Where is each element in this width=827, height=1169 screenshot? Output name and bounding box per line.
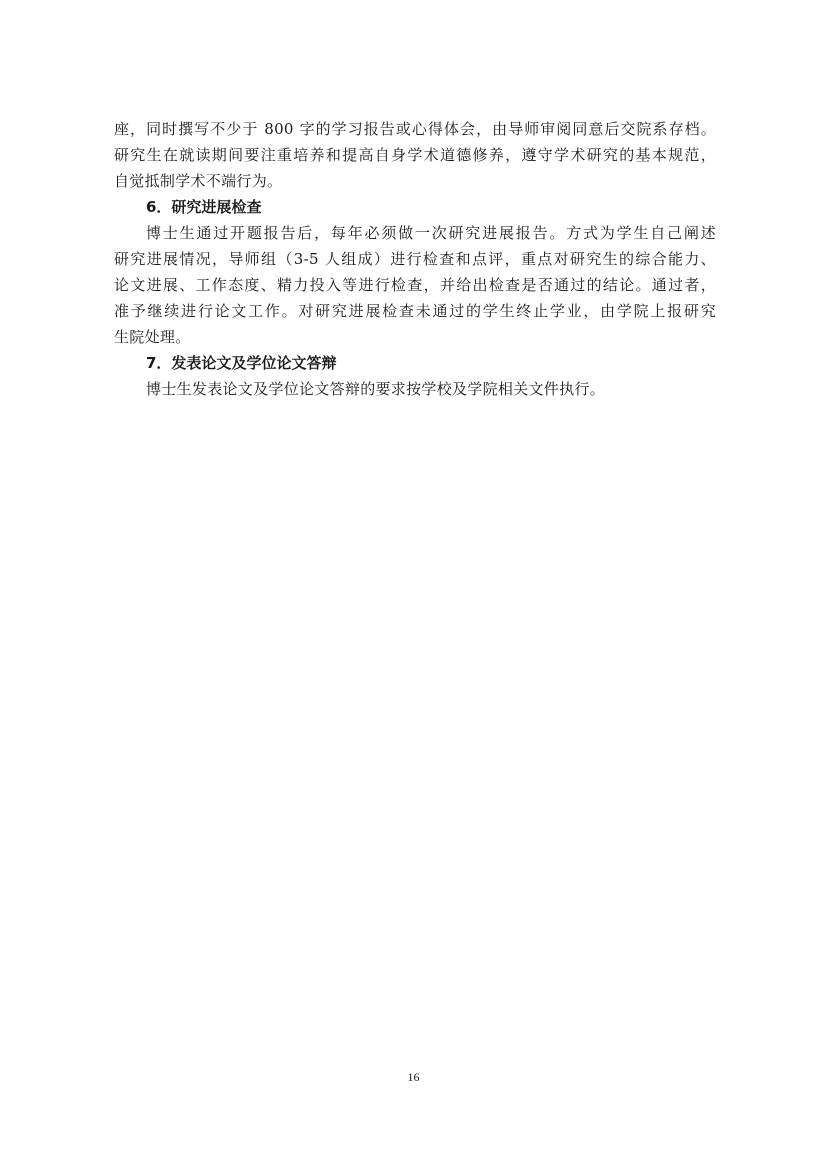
paragraph-line: 研究生在就读期间要注重培养和提高自身学术道德修养，遵守学术研究的基本规范， — [114, 146, 716, 164]
paragraph-line: 准予继续进行论文工作。对研究进展检查未通过的学生终止学业，由学院上报研究 — [114, 302, 716, 320]
paragraph-line: 博士生通过开题报告后，每年必须做一次研究进展报告。方式为学生自己阐述 — [146, 224, 716, 242]
section-heading-publication-defense: 7．发表论文及学位论文答辩 — [146, 354, 337, 372]
paragraph-line: 座，同时撰写不少于 800 字的学习报告或心得体会，由导师审阅同意后交院系存档。 — [114, 120, 716, 138]
paragraph-line: 研究进展情况，导师组（3-5 人组成）进行检查和点评，重点对研究生的综合能力、 — [114, 250, 716, 268]
page-number: 16 — [407, 1070, 420, 1084]
section-heading-research-progress: 6．研究进展检查 — [146, 198, 262, 216]
page-body — [114, 116, 716, 402]
paragraph-line: 博士生发表论文及学位论文答辩的要求按学校及学院相关文件执行。 — [146, 380, 606, 398]
paragraph-line: 生院处理。 — [114, 328, 191, 346]
paragraph-line: 论文进展、工作态度、精力投入等进行检查，并给出检查是否通过的结论。通过者， — [114, 276, 716, 294]
paragraph-line: 自觉抵制学术不端行为。 — [114, 172, 283, 190]
